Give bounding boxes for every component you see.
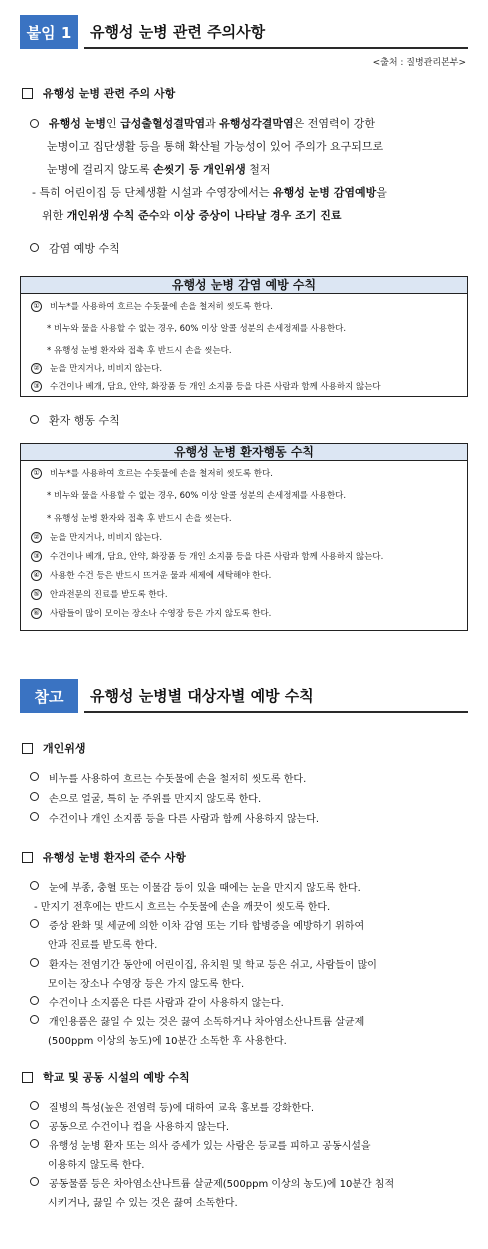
term-prevention: 유행성 눈병 감염예방 bbox=[272, 186, 377, 199]
list-item-text: 질병의 특성(높은 전염력 등)에 대하여 교육 홍보를 강화한다. bbox=[49, 1103, 315, 1114]
list-item bbox=[30, 917, 364, 932]
group-school-heading-text: 학교 및 공동 시설의 예방 수칙 bbox=[43, 1071, 190, 1084]
box2-line-7 bbox=[31, 588, 168, 600]
list-item bbox=[30, 994, 284, 1009]
text-frag: 을 bbox=[376, 186, 387, 199]
list-item bbox=[30, 879, 361, 894]
group-patient-heading bbox=[22, 849, 186, 865]
text-frag: 인 bbox=[105, 117, 121, 130]
group-patient-heading-text: 유행성 눈병 환자의 준수 사항 bbox=[43, 851, 186, 864]
list-item-text: 시키거나, 끓일 수 있는 것은 끓여 소독한다. bbox=[48, 1198, 238, 1209]
box1-line-4-text: 눈을 만지거나, 비비지 않는다. bbox=[50, 364, 163, 374]
text-frag: - 특히 어린이집 등 단체생활 시설과 수영장에서는 bbox=[32, 186, 273, 199]
list-item-text: 증상 완화 및 세균에 의한 이차 감염 또는 기타 합병증을 예방하기 위하여 bbox=[49, 921, 365, 932]
box2-line-7-text: 안과전문의 진료를 받도록 한다. bbox=[50, 590, 168, 600]
list-item bbox=[48, 1194, 238, 1209]
intro-line2: 눈병이고 집단생활 등을 통해 확산될 가능성이 있어 주의가 요구되므로 bbox=[47, 140, 384, 153]
box1-line-3-text: * 유행성 눈병 환자와 접촉 후 반드시 손을 씻는다. bbox=[47, 346, 232, 356]
list-item bbox=[48, 975, 244, 990]
box2-line-4 bbox=[31, 531, 162, 543]
list-item bbox=[34, 898, 330, 913]
num-icon: ② bbox=[31, 532, 42, 543]
section1-heading-text: 유행성 눈병 관련 주의 사항 bbox=[43, 87, 176, 100]
box2-line-1-text: 비누*를 사용하여 흐르는 수돗물에 손을 철저히 씻도록 한다. bbox=[50, 469, 273, 479]
section1-tag: 붙임 1 bbox=[20, 15, 78, 49]
box1-line-1 bbox=[31, 300, 273, 312]
section1-title: 유행성 눈병 관련 주의사항 bbox=[90, 23, 266, 41]
list-item-text: 수건이나 개인 소지품 등을 다른 사람과 함께 사용하지 않는다. bbox=[49, 814, 320, 825]
circle-bullet-icon bbox=[30, 919, 39, 928]
num-icon: ⑤ bbox=[31, 589, 42, 600]
text-frag: 과 bbox=[205, 117, 220, 130]
prevent-label-text: 감염 예방 수칙 bbox=[49, 242, 120, 255]
circle-bullet-icon bbox=[30, 415, 39, 424]
term-ekc: 유행성각결막염 bbox=[219, 117, 294, 130]
section2-header bbox=[20, 679, 468, 713]
text-frag: 철저 bbox=[245, 163, 271, 176]
list-item-text: 유행성 눈병 환자 또는 의사 증세가 있는 사람은 등교를 피하고 공동시설을 bbox=[49, 1141, 371, 1152]
box1-line-3 bbox=[47, 344, 232, 356]
box2-line-8 bbox=[31, 607, 271, 619]
group-hygiene-heading bbox=[22, 740, 86, 756]
circle-bullet-icon bbox=[30, 958, 39, 967]
section2-rule bbox=[84, 711, 468, 713]
text-frag: 와 bbox=[159, 209, 174, 222]
patient-rules-box bbox=[20, 443, 468, 631]
list-item-text: 눈에 부종, 충혈 또는 이물감 등이 있을 때에는 눈을 만지지 않도록 한다. bbox=[49, 883, 361, 894]
list-item-text: 비누를 사용하여 흐르는 수돗물에 손을 철저히 씻도록 한다. bbox=[49, 774, 307, 785]
circle-bullet-icon bbox=[30, 792, 39, 801]
circle-bullet-icon bbox=[30, 1015, 39, 1024]
list-item bbox=[30, 790, 261, 805]
section1-heading bbox=[22, 85, 175, 101]
square-bullet-icon bbox=[22, 852, 33, 863]
list-item-text: (500ppm 이상의 농도)에 10분간 소독한 후 사용한다. bbox=[48, 1036, 287, 1047]
box2-line-6-text: 사용한 수건 등은 반드시 뜨거운 물과 세제에 세탁해야 한다. bbox=[50, 571, 272, 581]
box2-line-5 bbox=[31, 550, 383, 562]
list-item-text: 이용하지 않도록 한다. bbox=[48, 1160, 145, 1171]
list-item-text: 수건이나 소지품은 다른 사람과 같이 사용하지 않는다. bbox=[49, 998, 284, 1009]
patient-label bbox=[30, 412, 120, 428]
list-item-text: 개인용품은 끓일 수 있는 것은 끓여 소독하거나 차아염소산나트륨 살균제 bbox=[49, 1017, 365, 1028]
prevention-box-title: 유행성 눈병 감염 예방 수칙 bbox=[21, 277, 467, 294]
circle-bullet-icon bbox=[30, 119, 39, 128]
circle-bullet-icon bbox=[30, 1120, 39, 1129]
circle-bullet-icon bbox=[30, 1139, 39, 1148]
intro-paragraph bbox=[30, 112, 470, 181]
section1-header bbox=[20, 15, 468, 49]
list-item bbox=[30, 810, 319, 825]
num-icon: ③ bbox=[31, 551, 42, 562]
box2-line-6 bbox=[31, 569, 271, 581]
box2-line-5-text: 수건이나 베개, 담요, 안약, 화장품 등 개인 소지품 등을 다른 사람과 함께 사용하지 않는다. bbox=[50, 552, 384, 562]
term-eye-disease: 유행성 눈병 bbox=[49, 117, 106, 130]
text-frag: 눈병에 걸리지 않도록 bbox=[47, 163, 154, 176]
circle-bullet-icon bbox=[30, 1177, 39, 1186]
patient-box-title: 유행성 눈병 환자행동 수칙 bbox=[21, 444, 467, 461]
prevention-rules-box bbox=[20, 276, 468, 397]
box2-line-2-text: * 비누와 물을 사용할 수 없는 경우, 60% 이상 알콜 성분의 손세정제를 사용한다. bbox=[47, 491, 347, 501]
term-early-care: 이상 증상이 나타날 경우 조기 진료 bbox=[173, 209, 342, 222]
list-item bbox=[30, 956, 377, 971]
section1-rule bbox=[84, 47, 468, 49]
term-ahc: 급성출혈성결막염 bbox=[120, 117, 206, 130]
text-frag: 위한 bbox=[42, 209, 67, 222]
box2-line-3 bbox=[47, 512, 232, 524]
box1-line-2-text: * 비누와 물을 사용할 수 없는 경우, 60% 이상 알콜 성분의 손세정제를 사용한다. bbox=[47, 324, 347, 334]
section2-tag: 참고 bbox=[20, 679, 78, 713]
list-item-text: 모이는 장소나 수영장 등은 가지 않도록 한다. bbox=[48, 979, 245, 990]
list-item-text: 손으로 얼굴, 특히 눈 주위를 만지지 않도록 한다. bbox=[49, 794, 262, 805]
num-icon: ② bbox=[31, 363, 42, 374]
term-rules: 개인위생 수칙 준수 bbox=[66, 209, 160, 222]
list-item-text: - 만지기 전후에는 반드시 흐르는 수돗물에 손을 깨끗이 씻도록 한다. bbox=[34, 902, 331, 913]
box2-line-8-text: 사람들이 많이 모이는 장소나 수영장 등은 가지 않도록 한다. bbox=[50, 609, 272, 619]
square-bullet-icon bbox=[22, 743, 33, 754]
square-bullet-icon bbox=[22, 88, 33, 99]
box1-line-1-text: 비누*를 사용하여 흐르는 수돗물에 손을 철저히 씻도록 한다. bbox=[50, 302, 273, 312]
box2-line-3-text: * 유행성 눈병 환자와 접촉 후 반드시 손을 씻는다. bbox=[47, 514, 232, 524]
source-note: <출처 : 질병관리본부> bbox=[372, 58, 466, 68]
list-item-text: 환자는 전염기간 동안에 어린이집, 유치원 및 학교 등은 쉬고, 사람들이 많이 bbox=[49, 960, 377, 971]
num-icon: ① bbox=[31, 301, 42, 312]
box1-line-2 bbox=[47, 322, 346, 334]
square-bullet-icon bbox=[22, 1072, 33, 1083]
special-paragraph bbox=[32, 181, 472, 227]
num-icon: ③ bbox=[31, 381, 42, 392]
circle-bullet-icon bbox=[30, 772, 39, 781]
list-item bbox=[48, 1032, 287, 1047]
circle-bullet-icon bbox=[30, 812, 39, 821]
list-item bbox=[48, 936, 157, 951]
list-item-text: 공동으로 수건이나 컵을 사용하지 않는다. bbox=[49, 1122, 230, 1133]
box1-line-5-text: 수건이나 베개, 담요, 안약, 화장품 등 개인 소지품 등을 다른 사람과 함께 사용하지 않는다 bbox=[50, 382, 381, 392]
num-icon: ④ bbox=[31, 570, 42, 581]
box2-line-2 bbox=[47, 489, 346, 501]
circle-bullet-icon bbox=[30, 996, 39, 1005]
box1-line-5 bbox=[31, 380, 381, 392]
list-item bbox=[30, 1099, 314, 1114]
group-school-heading bbox=[22, 1069, 190, 1085]
box2-line-4-text: 눈을 만지거나, 비비지 않는다. bbox=[50, 533, 163, 543]
list-item bbox=[30, 770, 306, 785]
patient-label-text: 환자 행동 수칙 bbox=[49, 414, 120, 427]
list-item-text: 공동물품 등은 차아염소산나트륨 살균제(500ppm 이상의 농도)에 10분간 침적 bbox=[49, 1179, 395, 1190]
list-item-text: 안과 진료를 받도록 한다. bbox=[48, 940, 158, 951]
list-item bbox=[30, 1013, 364, 1028]
list-item bbox=[30, 1118, 229, 1133]
num-icon: ① bbox=[31, 468, 42, 479]
list-item bbox=[48, 1156, 144, 1171]
list-item bbox=[30, 1175, 394, 1190]
circle-bullet-icon bbox=[30, 881, 39, 890]
num-icon: ⑥ bbox=[31, 608, 42, 619]
term-hygiene: 손씻기 등 개인위생 bbox=[153, 163, 246, 176]
group-hygiene-heading-text: 개인위생 bbox=[43, 742, 86, 755]
prevent-label bbox=[30, 240, 120, 256]
list-item bbox=[30, 1137, 371, 1152]
text-frag: 은 전염력이 강한 bbox=[293, 117, 375, 130]
circle-bullet-icon bbox=[30, 1101, 39, 1110]
box2-line-1 bbox=[31, 467, 273, 479]
circle-bullet-icon bbox=[30, 243, 39, 252]
box1-line-4 bbox=[31, 362, 162, 374]
section2-title: 유행성 눈병별 대상자별 예방 수칙 bbox=[90, 687, 314, 705]
